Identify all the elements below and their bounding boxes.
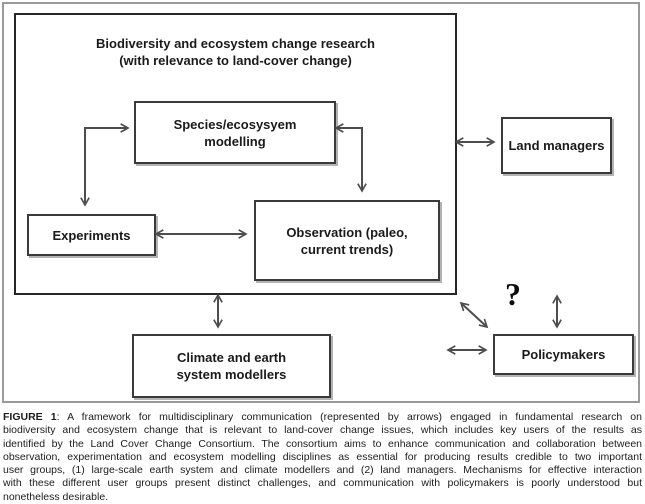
caption-line: identified by the Land Cover Change Consortium. The consortium aims to enhance communication and collaboration between bbox=[3, 437, 642, 450]
node-label: Land managers bbox=[508, 138, 605, 153]
caption-line: user groups, (1) large-scale earth system and climate modellers and (2) land managers. Mechanisms for effective interaction bbox=[3, 464, 642, 477]
caption-line: observation, experimentation and ecosystem modelling disciplines as essential for producing results credible to two important bbox=[3, 450, 642, 463]
node-label: current trends) bbox=[300, 241, 394, 257]
node-observation bbox=[254, 200, 440, 281]
node-label: Climate and earth bbox=[176, 350, 287, 365]
node-climate-earth-system-modellers bbox=[132, 334, 331, 398]
research-title-line1: Biodiversity and ecosystem change research bbox=[96, 36, 375, 51]
node-label: system modellers bbox=[176, 367, 287, 382]
research-title-line2: (with relevance to land-cover change) bbox=[119, 53, 352, 68]
research-box-title bbox=[14, 35, 457, 69]
caption-line: biodiversity and ecosystem change that is relevant to land-cover change issues, which includes key users of the results as bbox=[3, 424, 642, 437]
node-species-ecosystem-modelling bbox=[134, 101, 336, 164]
caption-line: with these different user groups present distinct challenges, and communication with policymakers is poorly understood but bbox=[3, 477, 642, 490]
question-mark-annotation: ? bbox=[505, 276, 521, 312]
figure-panel bbox=[2, 2, 640, 403]
node-label: Experiments bbox=[52, 227, 131, 243]
caption-figure-label: FIGURE 1 bbox=[3, 411, 57, 423]
node-experiments bbox=[27, 214, 156, 256]
caption-line bbox=[3, 411, 642, 424]
node-land-managers bbox=[501, 117, 612, 174]
caption-line: nonetheless desirable. bbox=[3, 490, 109, 503]
node-label: Observation (paleo, bbox=[286, 224, 408, 240]
caption-line1-text: : A framework for multidisciplinary communication (represented by arrows) engaged in fundamental research on bbox=[56, 411, 642, 423]
node-label: modelling bbox=[204, 133, 266, 149]
figure-caption bbox=[3, 411, 642, 504]
node-label: Policymakers bbox=[521, 347, 606, 362]
node-label: Species/ecosysyem bbox=[173, 116, 297, 132]
node-policymakers bbox=[493, 334, 634, 375]
